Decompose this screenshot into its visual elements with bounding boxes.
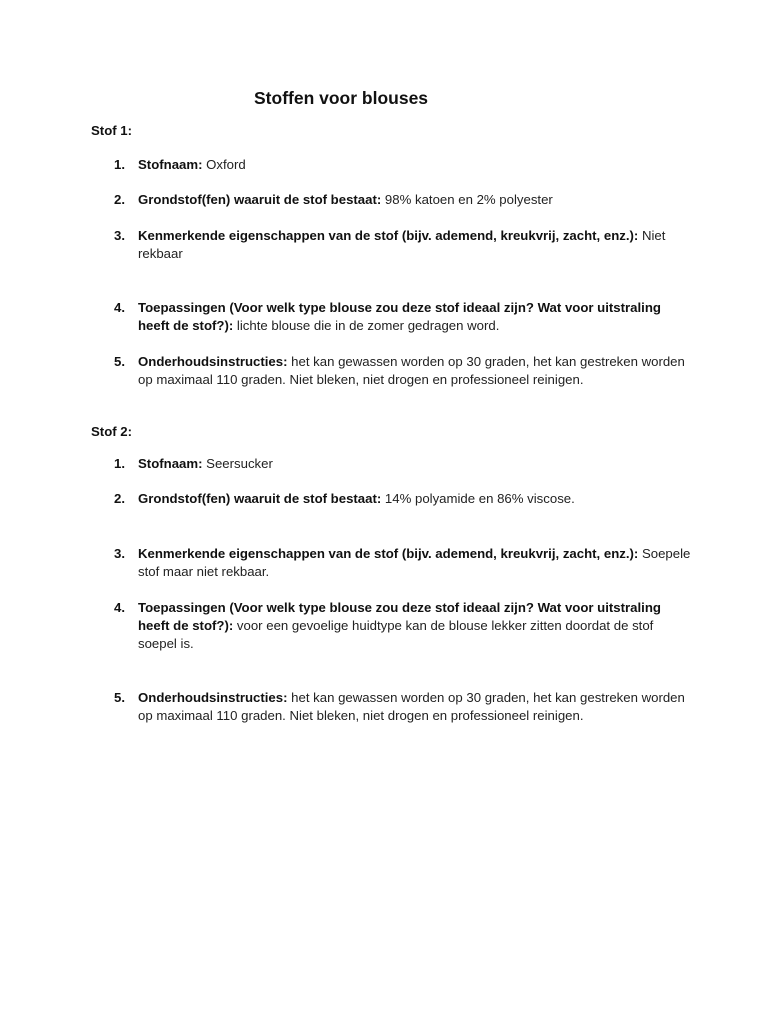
field-value: het kan gewassen worden op 30 graden, het kan gestreken worden op maximaal 110 graden. Niet bleken, niet drogen en professioneel reinigen. [138, 690, 685, 723]
list-item [114, 227, 694, 263]
page-title: Stoffen voor blouses [254, 88, 429, 108]
field-label: Onderhoudsinstructies: [138, 690, 288, 705]
list-item [114, 689, 694, 725]
list-item [114, 191, 694, 209]
field-label: Toepassingen (Voor welk type blouse zou deze stof ideaal zijn? Wat voor uitstraling heeft de stof?): [138, 300, 661, 333]
list-item [114, 599, 694, 653]
list-number: 4. [114, 300, 125, 315]
field-label: Onderhoudsinstructies: [138, 354, 288, 369]
list-item [114, 299, 694, 335]
field-label: Toepassingen (Voor welk type blouse zou deze stof ideaal zijn? Wat voor uitstraling heeft de stof?): [138, 600, 661, 633]
list-number: 4. [114, 600, 125, 615]
field-label: Stofnaam: [138, 157, 203, 172]
list-number: 1. [114, 456, 125, 471]
list-item [114, 353, 694, 389]
list-number: 5. [114, 690, 125, 705]
list-item [114, 156, 694, 174]
field-value: Niet rekbaar [138, 228, 666, 261]
list-number: 5. [114, 354, 125, 369]
list-number: 3. [114, 546, 125, 561]
list-number: 2. [114, 491, 125, 506]
list-number: 3. [114, 228, 125, 243]
field-label: Kenmerkende eigenschappen van de stof (bijv. ademend, kreukvrij, zacht, enz.): [138, 546, 639, 561]
field-value: het kan gewassen worden op 30 graden, het kan gestreken worden op maximaal 110 graden. Niet bleken, niet drogen en professioneel reinigen. [138, 354, 685, 387]
field-value: 98% katoen en 2% polyester [384, 192, 553, 207]
field-label: Kenmerkende eigenschappen van de stof (bijv. ademend, kreukvrij, zacht, enz.): [138, 228, 639, 243]
list-item [114, 545, 694, 581]
list-number: 2. [114, 192, 125, 207]
section-label-stof-2: Stof 2: [91, 424, 133, 439]
field-value: 14% polyamide en 86% viscose. [384, 491, 575, 506]
section-label-stof-1: Stof 1: [91, 123, 133, 138]
field-label: Grondstof(fen) waaruit de stof bestaat: [138, 192, 382, 207]
list-item [114, 455, 694, 473]
field-value: Seersucker [206, 456, 273, 471]
field-label: Grondstof(fen) waaruit de stof bestaat: [138, 491, 382, 506]
field-label: Stofnaam: [138, 456, 203, 471]
field-value: Oxford [206, 157, 246, 172]
field-value: Soepele stof maar niet rekbaar. [138, 546, 691, 579]
list-number: 1. [114, 157, 125, 172]
list-item [114, 490, 694, 508]
field-value: voor een gevoelige huidtype kan de blouse lekker zitten doordat de stof soepel is. [138, 618, 654, 651]
field-value: lichte blouse die in de zomer gedragen word. [236, 318, 500, 333]
